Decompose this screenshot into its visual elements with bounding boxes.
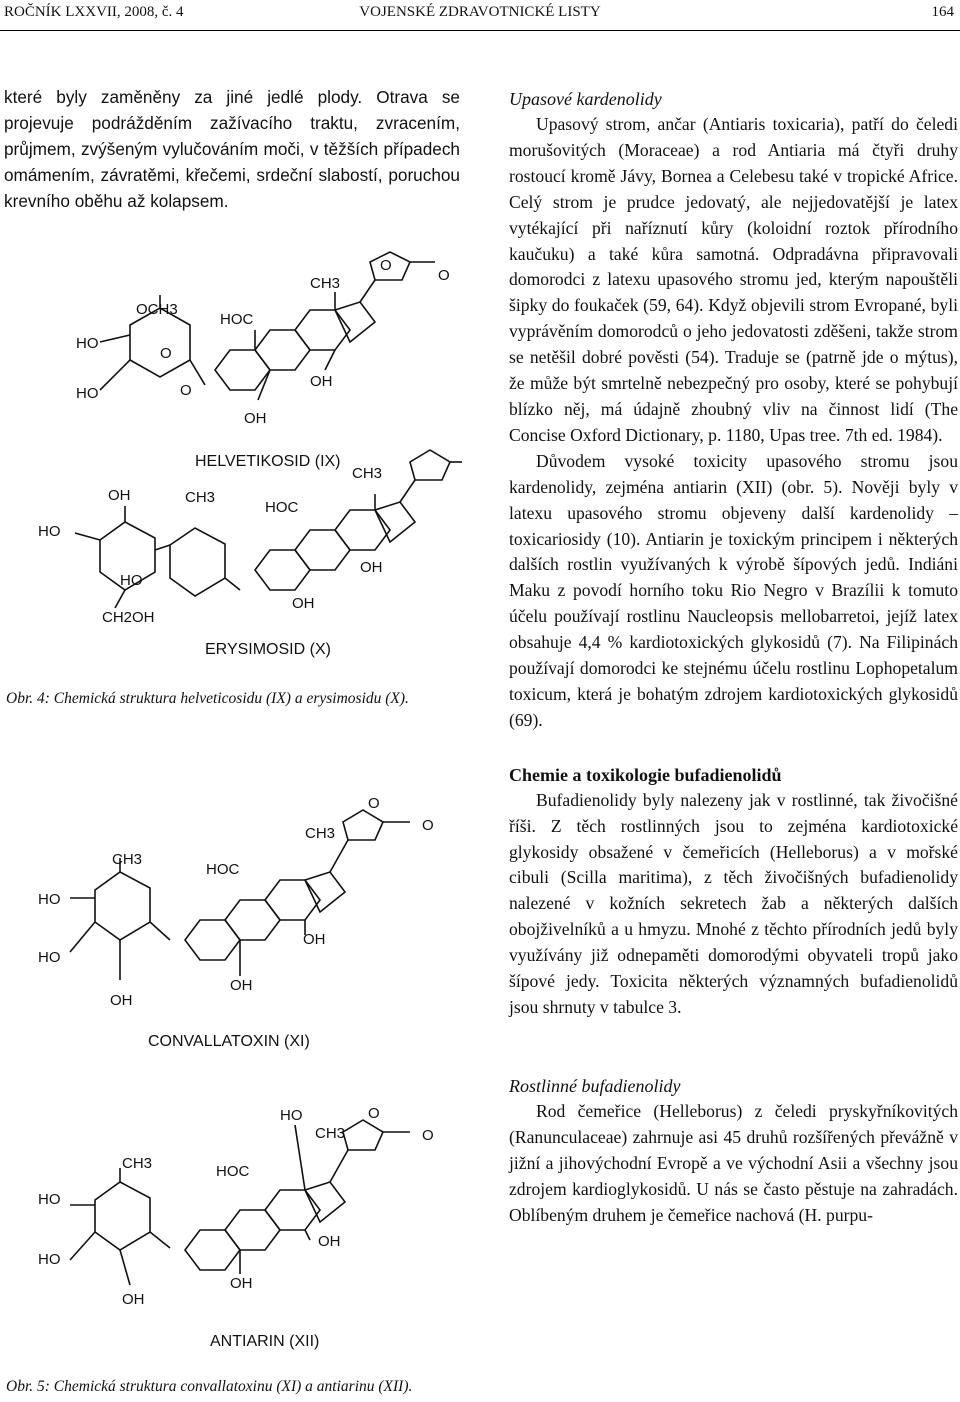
journal-title: VOJENSKÉ ZDRAVOTNICKÉ LISTY (359, 4, 601, 20)
erysimosid-sugars (75, 506, 240, 608)
hoc-label-3: HOC (206, 861, 240, 878)
hoc-label-4: HOC (216, 1163, 250, 1180)
ho-label-4: HO (120, 572, 143, 589)
ch3-label-6: CH3 (122, 1155, 153, 1172)
carbonyl-o-label-2: O (422, 817, 434, 834)
ho-label-8: HO (38, 1251, 61, 1268)
hoc-label: HOC (220, 311, 254, 328)
section-bufadienolides (509, 762, 958, 1021)
oh-label-7: OH (303, 931, 326, 948)
ch3-label: CH3 (310, 275, 341, 292)
ho-label-2: HO (76, 385, 99, 402)
oh-label-8: OH (230, 977, 253, 994)
section-title: Rostlinné bufadienolidy (509, 1075, 681, 1096)
paragraph: Bufadienolidy byly nalezeny jak v rostlinné, tak živočišné říši. Z těch rostlinných jsou to zejména kardiotoxické glykosidy obsažené v čemeřicích (Helleborus) a v mořské cibuli (Scilla maritima), z těch živočišných bufadienolidy nalezené v kožních sekretech žab a některých dalších obojživelníků a u hmyzu. Mnohé z těchto přírodních jedů byly využívány již odnepaměti domorodými obyvateli tropů jako šípové jedy. Toxicita některých významných bufadienolidů jsou shrnuty v tabulce 3. (509, 789, 958, 1017)
erysimosid-name: ERYSIMOSID (X) (205, 641, 331, 658)
ch3-label-5: CH3 (305, 825, 336, 842)
ho-label-9: HO (280, 1107, 303, 1124)
ho-label-7: HO (38, 1191, 61, 1208)
ch3-label-3: CH3 (352, 465, 383, 482)
oh-label-sugar: OH (108, 487, 131, 504)
glycosidic-o-label: O (180, 382, 192, 399)
oh-label-6: OH (110, 992, 133, 1009)
hoc-label-2: HOC (265, 499, 299, 516)
ch3-label-2: CH3 (185, 489, 216, 506)
paragraph: Důvodem vysoké toxicity upasového stromu jsou kardenolidy, zejména antiarin (XII) (obr. 5). Nověji byly v latexu upasového stromu objeveny další kardenolidy – toxicariosidy (10). Antiarin je toxickým principem i některých dalších rostlin využívaných k výrobě šípových jedů. Indiáni Maku z povodí horního toku Rio Negro v Brazílii k tomuto účelu používají rostlinu Naucleopsis mellobarretoi, jejíž latex obsahuje 4,4 % kardiotoxických glykosidů (7). Na Filipinách používají domorodci ke stejnému účelu rostlinu Lophopetalum toxicum, která je bohatým zdrojem kardiotoxických glykosidů (69). (509, 450, 958, 730)
intro-paragraph: které byly zaměněny za jiné jedlé plody. Otrava se projevuje podrážděním zažívacího traktu, zvracením, průjmem, zvýšeným vylučováním moči, v těžších případech omámením, závratěmi, křečemi, srdeční slabostí, poruchou krevního oběhu až kolapsem. (4, 87, 460, 211)
antiarin-structure (70, 1120, 410, 1285)
ch3-label-4: CH3 (112, 851, 143, 868)
oh-label-14b: OH (360, 559, 383, 576)
paragraph: Rod čemeřice (Helleborus) z čeledi pryskyřníkovitých (Ranunculaceae) zahrnuje asi 45 druhů rozšířených převážně v jižní a jihovýchodní Evropě a ve východní Asii a všechny jsou zdrojem kardioglykosidů. U nás se často pěstuje na zahradách. Oblíbeným druhem je čemeřice nachová (H. purpu- (509, 1100, 958, 1225)
ch3-label-7: CH3 (315, 1125, 346, 1142)
oh-label-9: OH (122, 1291, 145, 1308)
lactone-o-label-2: O (368, 795, 380, 812)
header-rule (0, 30, 960, 31)
ch2oh-label: CH2OH (102, 609, 155, 626)
page-number: 164 (931, 4, 954, 20)
och3-label: OCH3 (136, 301, 178, 318)
paragraph: Upasový strom, ančar (Antiaris toxicaria), patří do čeledi morušovitých (Moraceae) a rod Antiaria má čtyři druhy rostoucí kromě Jávy, Bornea a Celebesu také v tropické Africe. Celý strom je prudce jedovatý, ale nejjedovatější je latex vytékající při naříznutí kůry (koloidní roztok přírodního kaučuku) a také kůra samotná. Odpradávna připravovali domorodci z latexu upasového stromu jed, kterým napouštěli šipky do foukaček (59, 64). Když objevili strom Evropané, byli vyprávěním domorodců o jeho jedovatosti zděšeni, takže strom se netěšil dobré pověsti (54). Traduje se (patrně jde o mýtus), že může být smrtelně nebezpečný pro osoby, které se pohybují blízko něj, má údajně zhoubný vliv na činnost lidí (The Concise Oxford Dictionary, p. 1180, Upas tree. 7th ed. 1984). (509, 114, 958, 445)
convallatoxin-name: CONVALLATOXIN (XI) (148, 1033, 310, 1050)
page-header (0, 0, 960, 30)
ho-label-1: HO (76, 335, 99, 352)
section-title: Chemie a toxikologie bufadienolidů (509, 764, 782, 785)
section-upas (509, 86, 958, 734)
oh-label-14: OH (310, 373, 333, 390)
oh-label-5b: OH (292, 595, 315, 612)
antiarin-name: ANTIARIN (XII) (210, 1333, 320, 1350)
carbonyl-o-label-3: O (422, 1127, 434, 1144)
lactone-o-label: O (380, 257, 392, 274)
ho-label-5: HO (38, 891, 61, 908)
ho-label-3: HO (38, 523, 61, 540)
figure-5-caption: Obr. 5: Chemická struktura convallatoxinu (XI) a antiarinu (XII). (6, 1378, 413, 1395)
lactone-o-label-3: O (368, 1105, 380, 1122)
left-column (4, 84, 460, 214)
figure-4-structures (30, 250, 480, 670)
figure-5-structures (30, 780, 460, 1370)
ho-label-6: HO (38, 949, 61, 966)
section-title: Upasové kardenolidy (509, 89, 662, 109)
section-plant-bufadienolides (509, 1073, 958, 1229)
helvetikosid-name: HELVETIKOSID (IX) (195, 453, 341, 470)
right-column (509, 86, 958, 1228)
ring-o-label: O (160, 345, 172, 362)
carbonyl-o-label: O (438, 267, 450, 284)
convallatoxin-structure (70, 810, 410, 980)
figure-4-caption: Obr. 4: Chemická struktura helveticosidu (IX) a erysimosidu (X). (6, 690, 409, 707)
oh-label-5: OH (244, 410, 267, 427)
journal-volume: ROČNÍK LXXVII, 2008, č. 4 (4, 4, 184, 20)
oh-label-11: OH (230, 1275, 253, 1292)
oh-label-10: OH (318, 1233, 341, 1250)
